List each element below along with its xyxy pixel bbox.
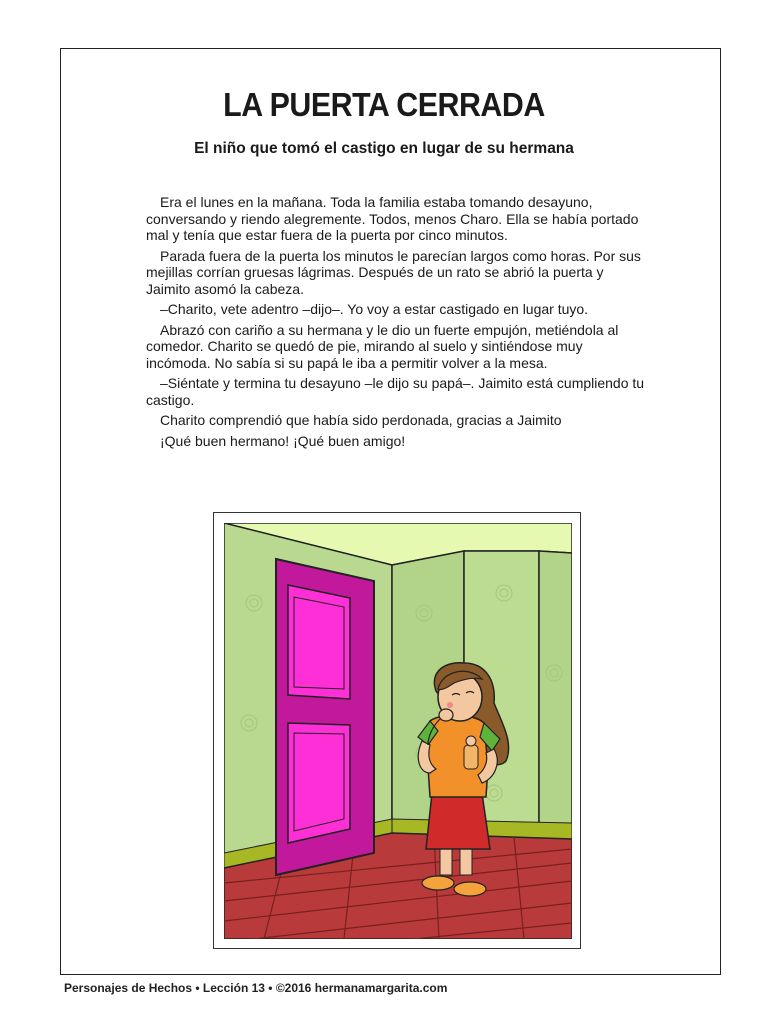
girl-shoe — [422, 876, 454, 890]
page-footer: Personajes de Hechos • Lección 13 • ©2016 hermanamargarita.com — [64, 981, 448, 995]
story-paragraph: –Charito, vete adentro –dijo–. Yo voy a estar castigado en lugar tuyo. — [160, 301, 589, 317]
story-text — [146, 194, 646, 453]
girl-skirt — [426, 793, 490, 849]
girl-cheek — [447, 702, 453, 708]
story-illustration — [213, 512, 581, 949]
story-paragraph: –Siéntate y termina tu desayuno –le dijo su papá–. Jaimito está cumpliendo tu castigo. — [146, 375, 645, 408]
held-doll — [464, 745, 478, 769]
page-title: LA PUERTA CERRADA — [223, 86, 545, 123]
girl-shoe — [454, 882, 486, 896]
story-paragraph: Abrazó con cariño a su hermana y le dio un fuerte empujón, metiéndola al comedor. Charito se quedó de pie, mirando al suelo y sintiéndose muy incómoda. No sabía si su papá le iba a permitir volver a la mesa. — [146, 321, 619, 371]
story-paragraph: Era el lunes en la mañana. Toda la familia estaba tomando desayuno, conversando y riendo alegremente. Todos, menos Charo. Ella se había portado mal y tenía que estar fuera de la puerta por cinco minutos. — [146, 194, 639, 243]
girl-hand — [439, 709, 453, 721]
doll-head — [466, 736, 476, 746]
illustration-scene — [224, 523, 572, 939]
girl-shirt — [428, 715, 488, 797]
story-paragraph: Parada fuera de la puerta los minutos le parecían largos como horas. Por sus mejillas corrían gruesas lágrimas. Después de un rato se abrió la puerta y Jaimito asomó la cabeza. — [146, 247, 641, 297]
page-subtitle: El niño que tomó el castigo en lugar de su hermana — [194, 140, 574, 157]
story-paragraph: Charito comprendió que había sido perdonada, gracias a Jaimito — [160, 412, 562, 428]
right-wall-panel — [539, 551, 572, 839]
story-paragraph: ¡Qué buen hermano! ¡Qué buen amigo! — [160, 432, 406, 449]
